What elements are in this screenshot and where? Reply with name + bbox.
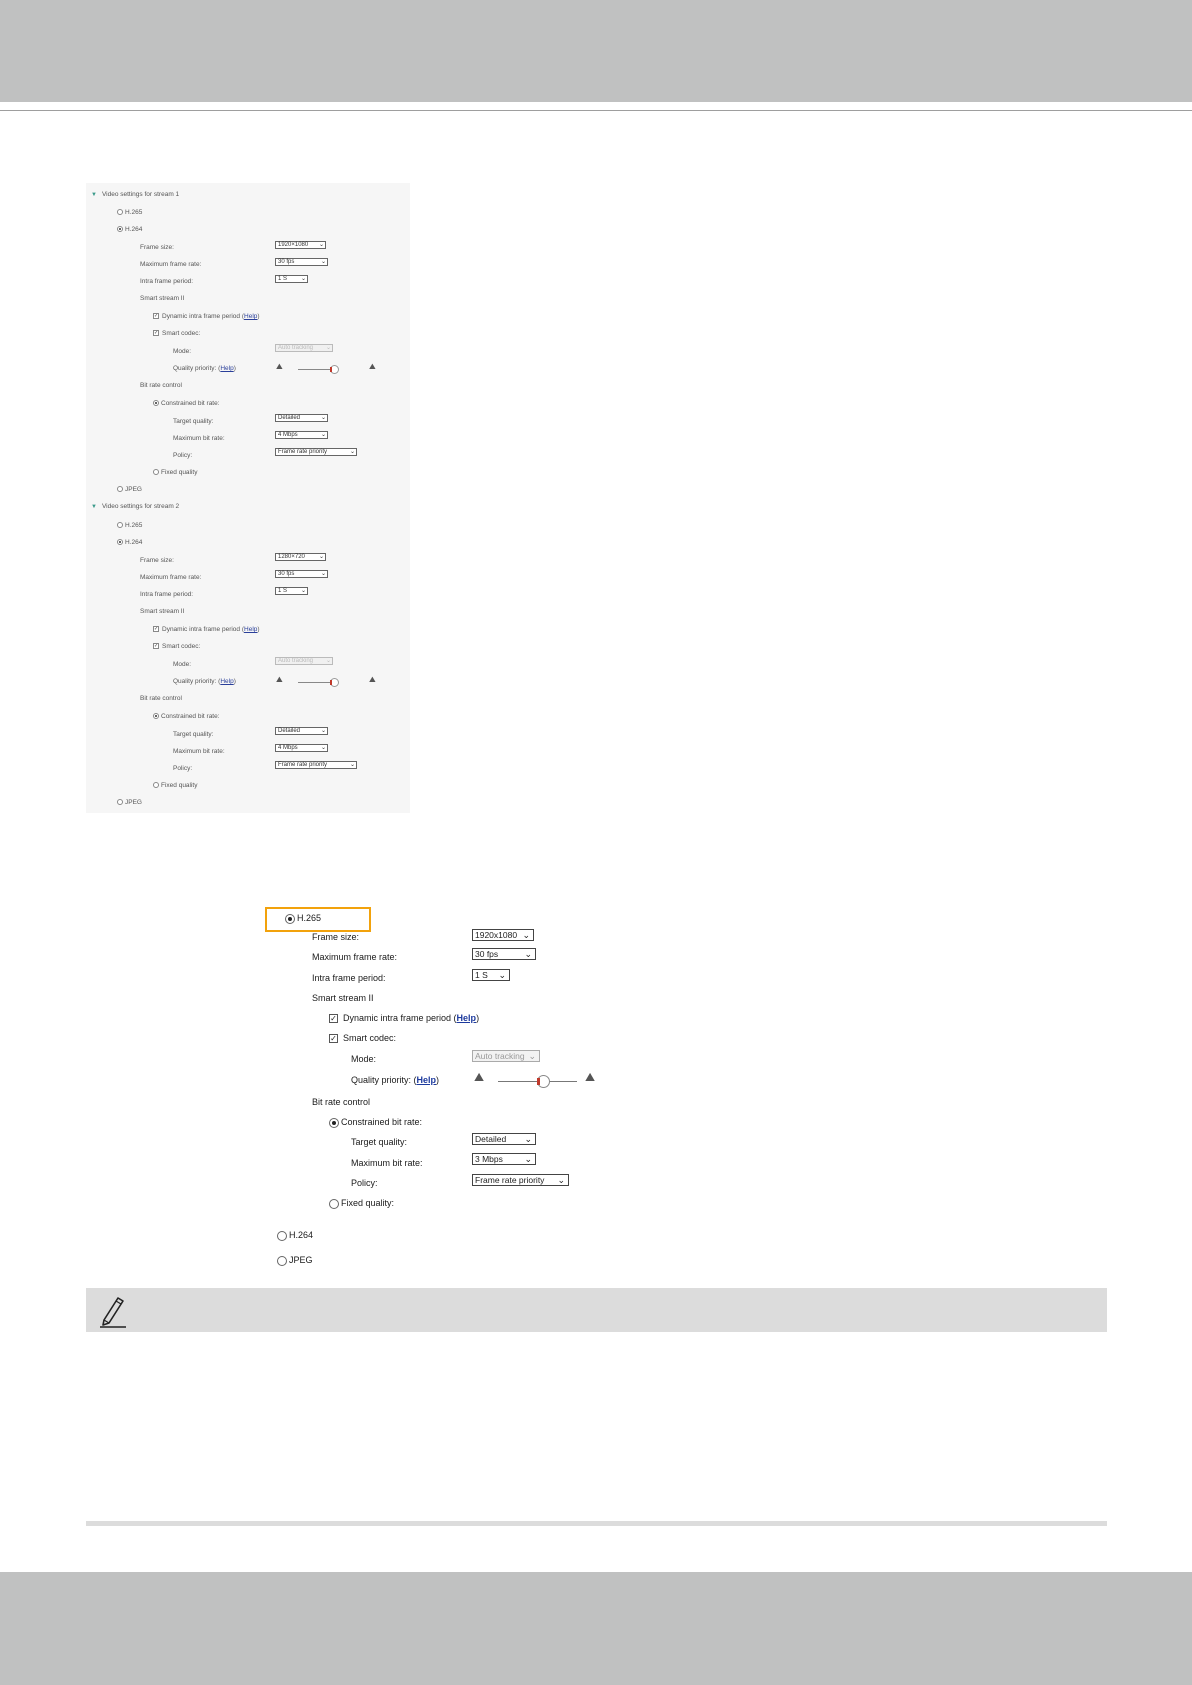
stream1-max-bit-rate-label: Maximum bit rate: [173,435,225,442]
stream1-jpeg-radio[interactable]: JPEG [117,486,142,494]
chevron-down-icon: ⌄ [528,1051,536,1061]
footer-rule [86,1521,1107,1526]
chevron-down-icon: ⌄ [349,449,355,455]
top-band [0,0,1192,102]
stream1-h265-radio[interactable]: H.265 [117,209,142,217]
target-quality-select[interactable]: Detailed ⌄ [472,1133,536,1145]
chevron-down-icon: ⌄ [320,415,326,421]
chevron-down-icon: ⌄ [524,1134,532,1144]
pencil-icon [96,1292,130,1328]
stream1-quality-slider-knob[interactable] [330,365,339,374]
stream2-max-bit-rate-label: Maximum bit rate: [173,748,225,755]
stream1-policy-label: Policy: [173,452,193,459]
mountain-icon: ⛰ [369,362,376,371]
frame-size-select[interactable]: 1920x1080 ⌄ [472,929,534,941]
max-frame-rate-label: Maximum frame rate: [312,952,398,962]
stream1-frame-size-label: Frame size: [140,244,174,251]
chevron-down-icon: ⌄ [557,1175,565,1185]
chevron-down-icon: ⌄ [498,970,506,980]
radio-icon [153,469,159,475]
stream2-help-link[interactable]: Help [244,626,258,633]
expand-triangle-icon: ▼ [91,504,97,510]
policy-label: Policy: [351,1178,378,1188]
stream2-max-frame-rate-label: Maximum frame rate: [140,574,202,581]
intra-select[interactable]: 1 S ⌄ [472,969,510,981]
chevron-down-icon: ⌄ [318,242,324,248]
stream1-mode-label: Mode: [173,348,192,355]
stream1-quality-priority: Quality priority: (Help) [173,365,236,372]
stream1-intra-label: Intra frame period: [140,278,194,285]
bit-rate-control-label: Bit rate control [312,1097,371,1107]
quality-slider-knob[interactable] [537,1075,550,1088]
radio-icon [117,209,123,215]
max-bit-rate-label: Maximum bit rate: [351,1158,423,1168]
chevron-down-icon: ⌄ [300,276,306,282]
chevron-down-icon: ⌄ [524,1154,532,1164]
radio-icon [117,539,123,545]
stream2-quality-priority: Quality priority: (Help) [173,678,236,685]
stream2-h264-radio[interactable]: H.264 [117,539,142,547]
stream1-target-quality-label: Target quality: [173,418,214,425]
chevron-down-icon: ⌄ [320,259,326,265]
mountain-icon: ⛰ [369,675,376,684]
stream2-mode-label: Mode: [173,661,192,668]
stream1-header[interactable]: ▼ Video settings for stream 1 [91,191,180,198]
stream1-frame-size-select[interactable]: 1920×1080 ⌄ [275,241,326,249]
smart-stream-label: Smart stream II [312,993,374,1003]
constrained-bit-rate-radio[interactable]: Constrained bit rate: [329,1116,422,1128]
stream2-quality-help-link[interactable]: Help [220,678,234,685]
checkmark-icon: ✓ [330,1014,337,1024]
stream1-policy-select[interactable]: Frame rate priority ⌄ [275,448,357,456]
expand-triangle-icon: ▼ [91,192,97,198]
h264-radio[interactable]: H.264 [277,1229,313,1241]
chevron-down-icon: ⌄ [349,762,355,768]
stream2-smart-codec-checkbox[interactable]: ✓ Smart codec: [154,643,201,650]
fixed-quality-radio[interactable]: Fixed quality: [329,1197,394,1209]
target-quality-label: Target quality: [351,1137,408,1147]
stream1-bit-rate-control: Bit rate control [140,382,182,389]
stream2-mode-select[interactable]: Auto tracking ⌄ [275,657,333,665]
h265-radio[interactable]: H.265 [285,912,321,924]
max-bit-rate-select[interactable]: 3 Mbps ⌄ [472,1153,536,1165]
chevron-down-icon: ⌄ [320,571,326,577]
stream2-h265-radio[interactable]: H.265 [117,522,142,530]
chevron-down-icon: ⌄ [320,728,326,734]
stream1-target-quality-select[interactable]: Detailed ⌄ [275,414,328,422]
stream1-max-frame-rate-label: Maximum frame rate: [140,261,202,268]
frame-size-label: Frame size: [312,932,360,942]
stream2-max-frame-rate-select[interactable]: 30 fps ⌄ [275,570,328,578]
radio-icon [329,1118,339,1128]
stream1-dynamic-intra-checkbox[interactable]: ✓ Dynamic intra frame period (Help) [154,313,260,320]
dynamic-intra-help-link[interactable]: Help [456,1013,477,1023]
stream2-quality-slider-knob[interactable] [330,678,339,687]
policy-select[interactable]: Frame rate priority ⌄ [472,1174,569,1186]
stream2-target-quality-select[interactable]: Detailed ⌄ [275,727,328,735]
stream1-constrained-radio[interactable]: Constrained bit rate: [153,400,220,408]
radio-icon [117,486,123,492]
checkmark-icon: ✓ [330,1034,337,1044]
chevron-down-icon: ⌄ [318,554,324,560]
jpeg-radio[interactable]: JPEG [277,1254,313,1266]
stream1-mode-select[interactable]: Auto tracking ⌄ [275,344,333,352]
chevron-down-icon: ⌄ [325,658,331,664]
intra-label: Intra frame period: [312,973,386,983]
max-frame-rate-select[interactable]: 30 fps ⌄ [472,948,536,960]
stream2-jpeg-radio[interactable]: JPEG [117,799,142,807]
note-bar [86,1288,1107,1332]
chevron-down-icon: ⌄ [320,745,326,751]
radio-icon [285,914,295,924]
checkmark-icon: ✓ [154,313,159,320]
stream2-policy-select[interactable]: Frame rate priority ⌄ [275,761,357,769]
stream2-header[interactable]: ▼ Video settings for stream 2 [91,503,180,510]
stream-settings-screenshot [86,183,410,813]
stream2-frame-size-select[interactable]: 1280×720 ⌄ [275,553,326,561]
stream1-intra-select[interactable]: 1 S ⌄ [275,275,308,283]
radio-icon [117,799,123,805]
radio-icon [329,1199,339,1209]
bottom-band [0,1572,1192,1685]
checkmark-icon: ✓ [154,626,159,633]
chevron-down-icon: ⌄ [325,345,331,351]
stream1-help-link[interactable]: Help [244,313,258,320]
stream2-frame-size-label: Frame size: [140,557,174,564]
stream1-smart-stream: Smart stream II [140,295,185,302]
stream2-dynamic-intra-checkbox[interactable]: ✓ Dynamic intra frame period (Help) [154,626,260,633]
radio-icon [153,713,159,719]
stream1-h264-radio[interactable]: H.264 [117,226,142,234]
chevron-down-icon: ⌄ [522,930,530,940]
stream1-max-frame-rate-select[interactable]: 30 fps ⌄ [275,258,328,266]
radio-icon [153,782,159,788]
mode-select[interactable]: Auto tracking ⌄ [472,1050,540,1062]
chevron-down-icon: ⌄ [320,432,326,438]
mountain-icon: ⛰ [276,362,283,371]
checkmark-icon: ✓ [154,643,159,650]
chevron-down-icon: ⌄ [300,588,306,594]
radio-icon [117,522,123,528]
stream1-fixed-quality-radio[interactable]: Fixed quality [153,469,198,477]
stream2-policy-label: Policy: [173,765,193,772]
stream2-max-bit-rate-select[interactable]: 4 Mbps ⌄ [275,744,328,752]
top-rule [0,110,1192,111]
stream2-bit-rate-control: Bit rate control [140,695,182,702]
radio-icon [117,226,123,232]
stream2-intra-label: Intra frame period: [140,591,194,598]
stream1-max-bit-rate-select[interactable]: 4 Mbps ⌄ [275,431,328,439]
stream2-constrained-radio[interactable]: Constrained bit rate: [153,713,220,721]
stream2-fixed-quality-radio[interactable]: Fixed quality [153,782,198,790]
radio-icon [277,1256,287,1266]
stream2-intra-select[interactable]: 1 S ⌄ [275,587,308,595]
stream2-smart-stream: Smart stream II [140,608,185,615]
mode-label: Mode: [351,1054,377,1064]
stream1-smart-codec-checkbox[interactable]: ✓ Smart codec: [154,330,201,337]
dynamic-intra-checkbox[interactable]: ✓ Dynamic intra frame period (Help) [330,1013,480,1024]
smart-codec-checkbox[interactable]: ✓ Smart codec: [330,1033,397,1044]
radio-icon [153,400,159,406]
radio-icon [277,1231,287,1241]
checkmark-icon: ✓ [154,330,159,337]
quality-priority-label: Quality priority: (Help) [351,1075,440,1085]
mountain-icon: ⛰ [585,1070,596,1084]
stream1-quality-help-link[interactable]: Help [220,365,234,372]
mountain-icon: ⛰ [474,1070,485,1084]
chevron-down-icon: ⌄ [524,949,532,959]
mountain-icon: ⛰ [276,675,283,684]
quality-priority-help-link[interactable]: Help [416,1075,437,1085]
stream2-target-quality-label: Target quality: [173,731,214,738]
